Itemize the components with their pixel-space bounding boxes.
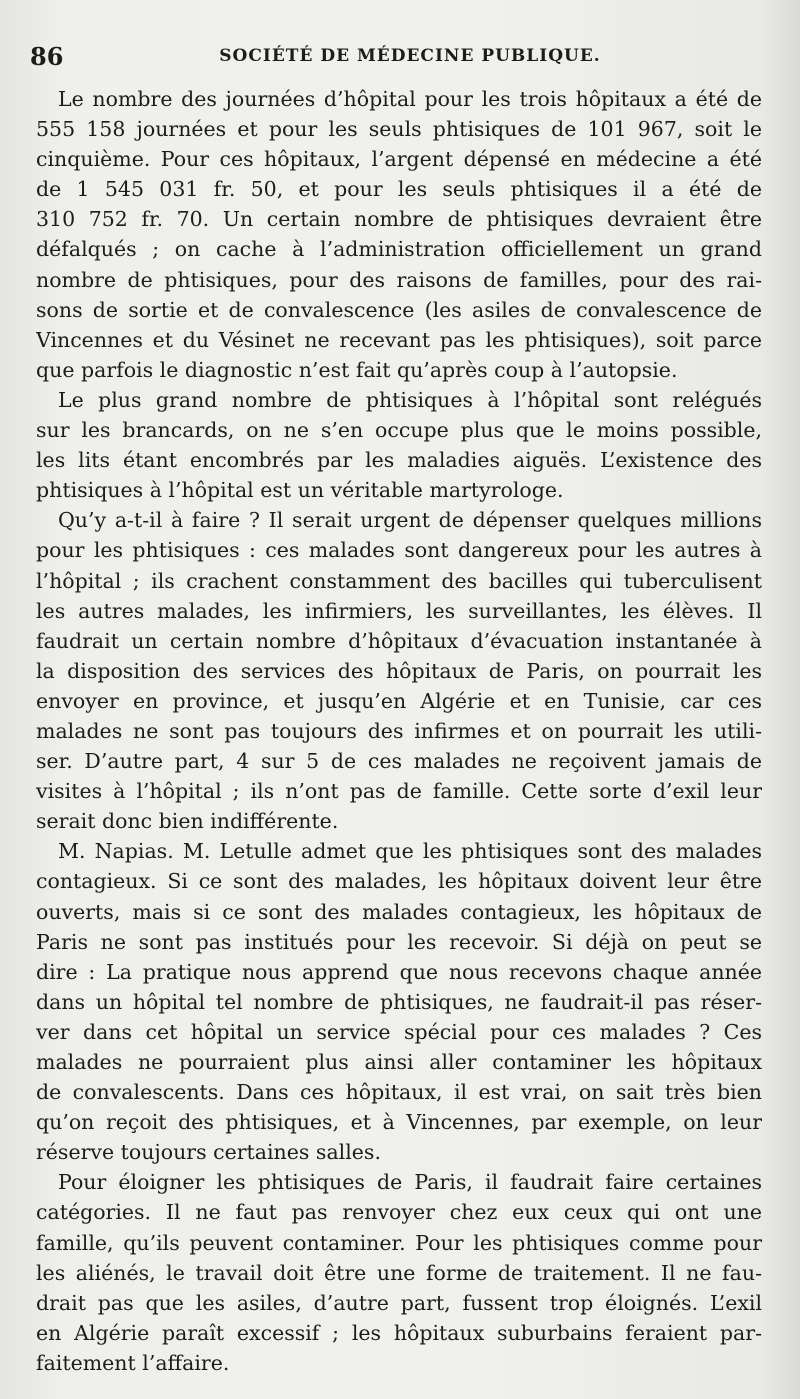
paragraph — [36, 1167, 762, 1378]
page-header — [0, 42, 800, 72]
text-line: que parfois le diagnostic n’est fait qu’après coup à l’autopsie. — [36, 357, 678, 382]
text-line: faudrait un certain nombre d’hôpitaux d’évacuation instantanée à — [36, 628, 762, 653]
text-line: M. Napias. M. Letulle admet que les phtisiques sont des malades — [58, 839, 762, 864]
text-line: cinquième. Pour ces hôpitaux, l’argent dépensé en médecine a été — [36, 147, 762, 172]
text-line: sur les brancards, on ne s’en occupe plus que le moins possible, — [36, 418, 762, 443]
text-line: les autres malades, les infirmiers, les surveillantes, les élèves. Il — [36, 598, 762, 623]
text-line: de 1 545 031 fr. 50, et pour les seuls phtisiques il a été de — [36, 177, 762, 202]
text-line: la disposition des services des hôpitaux de Paris, on pourrait les — [36, 658, 762, 683]
text-line: visites à l’hôpital ; ils n’ont pas de famille. Cette sorte d’exil leur — [36, 779, 762, 804]
text-line: serait donc bien indifférente. — [36, 809, 339, 834]
text-line: Vincennes et du Vésinet ne recevant pas les phtisiques), soit parce — [36, 327, 762, 352]
text-line: les lits étant encombrés par les maladies aiguës. L’existence des — [36, 448, 762, 473]
text-line: Paris ne sont pas institués pour les recevoir. Si déjà on peut se — [36, 929, 762, 954]
text-line: qu’on reçoit des phtisiques, et à Vincennes, par exemple, on leur — [36, 1110, 762, 1135]
text-line: dans un hôpital tel nombre de phtisiques, ne faudrait-il pas réser- — [36, 989, 762, 1014]
text-line: Pour éloigner les phtisiques de Paris, il faudrait faire certaines — [58, 1170, 762, 1195]
text-line: envoyer en province, et jusqu’en Algérie et en Tunisie, car ces — [36, 688, 762, 713]
page-number: 86 — [30, 42, 64, 71]
text-line: malades ne sont pas toujours des infirmes et on pourrait les utili- — [36, 718, 762, 743]
text-line: l’hôpital ; ils crachent constamment des bacilles qui tuberculisent — [36, 568, 762, 593]
text-line: faitement l’affaire. — [36, 1350, 230, 1375]
body-text — [36, 84, 762, 1378]
text-line: malades ne pourraient plus ainsi aller contaminer les hôpitaux — [36, 1050, 762, 1074]
text-line: 310 752 fr. 70. Un certain nombre de phtisiques devraient être — [36, 207, 762, 232]
text-line: drait pas que les asiles, d’autre part, fussent trop éloignés. L’exil — [36, 1290, 762, 1315]
paragraph — [36, 84, 762, 385]
text-line: ser. D’autre part, 4 sur 5 de ces malades ne reçoivent jamais de — [36, 749, 762, 774]
text-line: dire : La pratique nous apprend que nous recevons chaque année — [36, 959, 762, 984]
text-line: défalqués ; on cache à l’administration officiellement un grand — [36, 237, 762, 262]
paragraph — [36, 836, 762, 1167]
running-head: SOCIÉTÉ DE MÉDECINE PUBLIQUE. — [219, 46, 601, 66]
text-line: Qu’y a-t-il à faire ? Il serait urgent de dépenser quelques millions — [58, 508, 762, 533]
text-line: les aliénés, le travail doit être une forme de traitement. Il ne fau- — [36, 1260, 762, 1285]
text-line: catégories. Il ne faut pas renvoyer chez eux ceux qui ont une — [36, 1200, 762, 1225]
text-line: nombre de phtisiques, pour des raisons de familles, pour des rai- — [36, 267, 762, 292]
text-line: 555 158 journées et pour les seuls phtisiques de 101 967, soit le — [36, 117, 762, 142]
text-line: Le nombre des journées d’hôpital pour les trois hôpitaux a été de — [58, 87, 762, 111]
text-line: ver dans cet hôpital un service spécial pour ces malades ? Ces — [36, 1019, 762, 1044]
text-line: de convalescents. Dans ces hôpitaux, il est vrai, on sait très bien — [36, 1080, 762, 1105]
text-line: famille, qu’ils peuvent contaminer. Pour les phtisiques comme pour — [36, 1230, 762, 1255]
text-line: ouverts, mais si ce sont des malades contagieux, les hôpitaux de — [36, 899, 762, 924]
text-line: en Algérie paraît excessif ; les hôpitaux suburbains feraient par- — [36, 1320, 762, 1345]
text-line: Le plus grand nombre de phtisiques à l’hôpital sont relégués — [58, 387, 762, 412]
text-line: réserve toujours certaines salles. — [36, 1140, 381, 1165]
text-line: phtisiques à l’hôpital est un véritable martyrologe. — [36, 478, 564, 503]
paragraph — [36, 505, 762, 836]
text-line: sons de sortie et de convalescence (les asiles de convalescence de — [36, 297, 762, 322]
text-line: contagieux. Si ce sont des malades, les hôpitaux doivent leur être — [36, 869, 762, 894]
paragraph — [36, 385, 762, 505]
text-line: pour les phtisiques : ces malades sont dangereux pour les autres à — [36, 538, 762, 563]
